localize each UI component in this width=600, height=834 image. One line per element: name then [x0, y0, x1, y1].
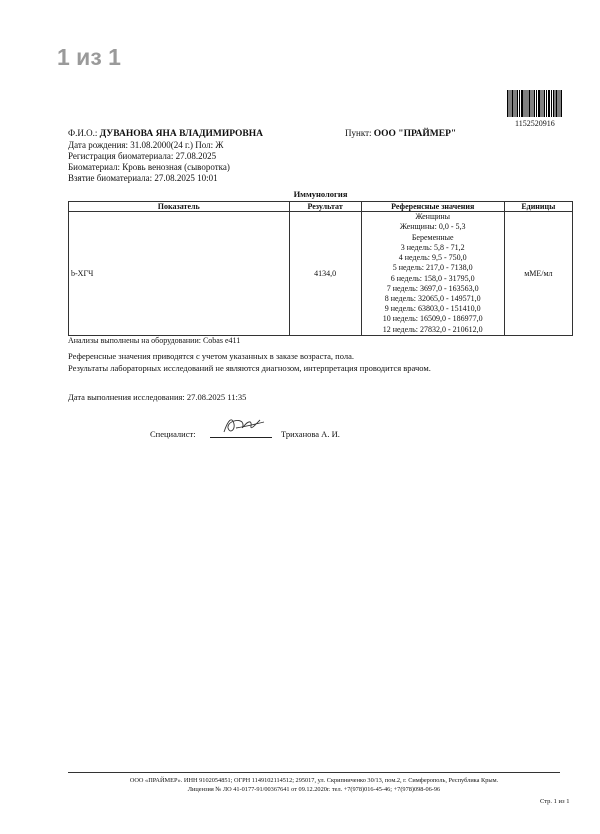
- specialist-label: Специалист:: [150, 429, 196, 439]
- results-table: [68, 201, 573, 336]
- table-header-row: [69, 202, 573, 212]
- disclaimer-line-1: Референсные значения приводятся с учетом указанных в заказе возраста, пола.: [68, 351, 355, 361]
- ref-line: 12 недель: 27832,0 - 210612,0: [382, 324, 483, 334]
- viewer-page-indicator: 1 из 1: [57, 44, 121, 70]
- ref-line: 5 недель: 217,0 - 7138,0: [392, 263, 473, 273]
- reference-values: [361, 212, 504, 336]
- param-name: b-ХГЧ: [69, 212, 290, 336]
- page-counter: Стр. 1 из 1: [540, 798, 570, 805]
- unit-value: мМЕ/мл: [504, 212, 572, 336]
- barcode: [507, 90, 563, 117]
- registration-date: Регистрация биоматериала: 27.08.2025: [68, 151, 217, 161]
- footer-divider: [68, 772, 560, 773]
- ref-line: 4 недель: 9,5 - 750,0: [398, 253, 467, 263]
- disclaimer-line-2: Результаты лабораторных исследований не являются диагнозом, интерпретация проводится врачом.: [68, 363, 431, 373]
- section-title: Иммунология: [293, 189, 348, 199]
- ref-line: 9 недель: 63803,0 - 151410,0: [384, 304, 481, 314]
- ref-line: 6 недель: 158,0 - 31795,0: [390, 273, 475, 283]
- ref-line: 10 недель: 16509,0 - 186977,0: [382, 314, 483, 324]
- footer-company-info: ООО «ПРАЙМЕР». ИНН 9102054851; ОГРН 1149102114512; 295017, ул. Скрипниченко 30/13, пом.2, г. Симферополь, Республика Крым.: [129, 777, 499, 784]
- patient-name: ДУВАНОВА ЯНА ВЛАДИМИРОВНА: [99, 129, 264, 139]
- signature-line: [210, 437, 272, 438]
- point-label: Пункт:: [345, 128, 372, 138]
- equipment-note: Анализы выполнены на оборудовании: Cobas e411: [68, 336, 241, 345]
- ref-line: 3 недель: 5,8 - 71,2: [400, 242, 465, 252]
- ref-line: Женщины: 0,0 - 5,3: [399, 222, 466, 232]
- execution-date: Дата выполнения исследования: 27.08.2025 11:35: [68, 392, 247, 402]
- patient-info: [68, 128, 263, 184]
- ref-line: Беременные: [411, 232, 454, 242]
- header-ref: Референсные значения: [361, 202, 504, 212]
- patient-name-label: Ф.И.О.:: [68, 128, 98, 138]
- header-result: Результат: [289, 202, 361, 212]
- table-row: [69, 212, 573, 336]
- disclaimer: [68, 350, 431, 374]
- ref-line: Женщины: [415, 212, 451, 222]
- specialist-name: Триханова А. И.: [281, 429, 340, 439]
- sampling-date: Взятие биоматериала: 27.08.2025 10:01: [68, 173, 218, 183]
- biomaterial: Биоматериал: Кровь венозная (сыворотка): [68, 162, 230, 172]
- point-value: ООО "ПРАЙМЕР": [373, 129, 457, 139]
- header-unit: Единицы: [504, 202, 572, 212]
- barcode-number: 1152520916: [515, 119, 555, 128]
- ref-line: 8 недель: 32065,0 - 149571,0: [384, 293, 481, 303]
- ref-line: 7 недель: 3697,0 - 163563,0: [386, 283, 479, 293]
- header-param: Показатель: [69, 202, 290, 212]
- result-value: 4134,0: [289, 212, 361, 336]
- footer-license-info: Лицензия № ЛО 41-0177-91/00367641 от 09.12.2020г. тел. +7(978)016-45-46; +7(978)098-06-96: [187, 786, 441, 793]
- collection-point: [345, 128, 456, 139]
- signature-icon: [218, 412, 270, 438]
- patient-birth: Дата рождения: 31.08.2000(24 г.) Пол: Ж: [68, 140, 224, 150]
